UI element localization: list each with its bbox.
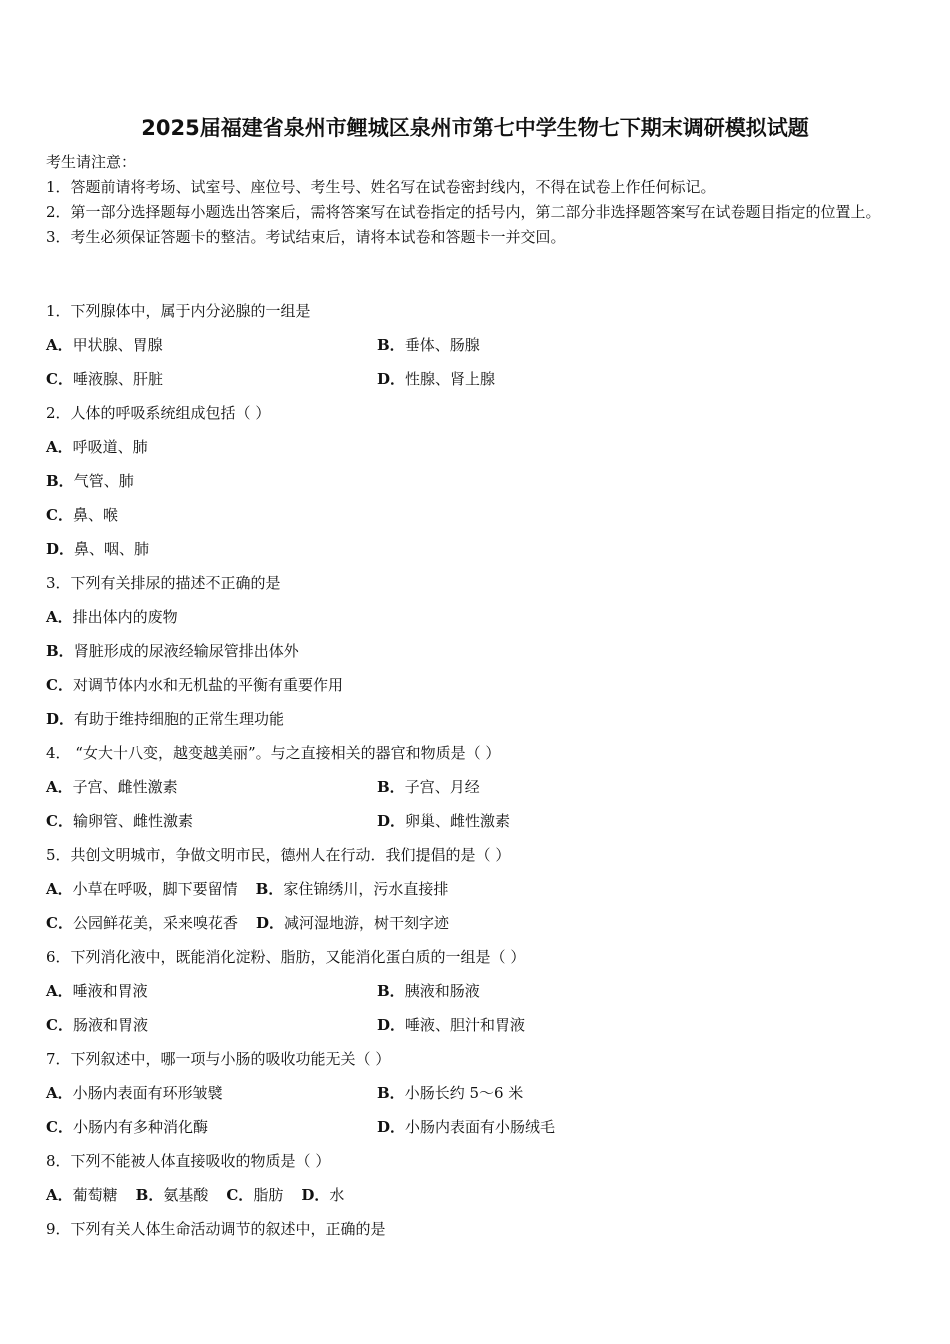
option-b bbox=[377, 335, 480, 355]
option-label: D． bbox=[46, 710, 75, 728]
option-c bbox=[46, 675, 343, 695]
notice-heading: 考生请注意： bbox=[46, 153, 137, 171]
question-stem: 8．下列不能被人体直接吸收的物质是（ ） bbox=[46, 1152, 331, 1170]
question-stem: 4． “女大十八变，越变越美丽”。与之直接相关的器官和物质是（ ） bbox=[46, 744, 501, 762]
option-text: 气管、肺 bbox=[73, 472, 134, 490]
option-d bbox=[46, 709, 284, 729]
question-stem: 6．下列消化液中，既能消化淀粉、脂肪，又能消化蛋白质的一组是（ ） bbox=[46, 948, 526, 966]
notice-section bbox=[46, 150, 906, 250]
question-stem: 2．人体的呼吸系统组成包括（ ） bbox=[46, 404, 271, 422]
option-text: 唾液腺、肝脏 bbox=[72, 370, 163, 388]
option-a bbox=[46, 437, 148, 457]
option-label: C． bbox=[46, 370, 73, 388]
option-text: 对调节体内水和无机盐的平衡有重要作用 bbox=[72, 676, 343, 694]
option-label: C． bbox=[46, 676, 73, 694]
option-text: 水 bbox=[329, 1186, 345, 1204]
option-b bbox=[377, 981, 480, 1001]
option-text: 减河湿地游，树干刻字迹 bbox=[283, 914, 449, 932]
option-d bbox=[377, 369, 495, 389]
option-text: 小肠内表面有小肠绒毛 bbox=[405, 1118, 556, 1136]
option-text: 有助于维持细胞的正常生理功能 bbox=[74, 710, 285, 728]
notice-item: 2．第一部分选择题每小题选出答案后，需将答案写在试卷指定的括号内，第二部分非选择题答案写在试卷题目指定的位置上。 bbox=[46, 203, 881, 221]
option-label: B． bbox=[46, 472, 74, 490]
option-label: B． bbox=[135, 1186, 164, 1204]
option-a bbox=[46, 981, 148, 1001]
option-text: 小肠内表面有环形皱襞 bbox=[72, 1084, 223, 1102]
option-text: 小肠长约 5～6 米 bbox=[404, 1084, 524, 1102]
option-a bbox=[46, 607, 178, 627]
option-text: 鼻、喉 bbox=[72, 506, 118, 524]
option-b bbox=[377, 777, 480, 797]
option-label: D． bbox=[377, 1118, 406, 1136]
option-text: 肠液和胃液 bbox=[72, 1016, 148, 1034]
option-label: C． bbox=[226, 1186, 254, 1204]
option-label: C． bbox=[46, 914, 73, 932]
option-label: D． bbox=[46, 540, 75, 558]
option-label: B． bbox=[46, 642, 74, 660]
option-label: C． bbox=[46, 1118, 73, 1136]
option-label: D． bbox=[301, 1186, 330, 1204]
option-label: C． bbox=[46, 506, 73, 524]
option-label: A． bbox=[46, 778, 73, 796]
option-text: 输卵管、雌性激素 bbox=[72, 812, 193, 830]
option-b bbox=[46, 641, 299, 661]
option-text: 性腺、肾上腺 bbox=[405, 370, 496, 388]
option-label: B． bbox=[377, 1084, 405, 1102]
option-text: 小草在呼吸，脚下要留情 bbox=[72, 880, 238, 898]
option-a bbox=[46, 1083, 223, 1103]
option-text: 肾脏形成的尿液经输尿管排出体外 bbox=[73, 642, 299, 660]
option-text: 脂肪 bbox=[253, 1186, 284, 1204]
notice-item: 1．答题前请将考场、试室号、座位号、考生号、姓名写在试卷密封线内，不得在试卷上作任何标记。 bbox=[46, 178, 716, 196]
option-text: 垂体、肠腺 bbox=[404, 336, 480, 354]
option-label: D． bbox=[377, 812, 406, 830]
option-a bbox=[46, 335, 163, 355]
option-d bbox=[377, 1015, 525, 1035]
option-label: A． bbox=[46, 880, 73, 898]
option-label: B． bbox=[377, 982, 405, 1000]
option-label: A． bbox=[46, 608, 73, 626]
option-text: 唾液、胆汁和胃液 bbox=[405, 1016, 526, 1034]
option-label: B． bbox=[255, 880, 284, 898]
question-stem: 9．下列有关人体生命活动调节的叙述中，正确的是 bbox=[46, 1220, 386, 1238]
question-stem: 5．共创文明城市，争做文明市民，德州人在行动．我们提倡的是（ ） bbox=[46, 846, 511, 864]
option-d bbox=[377, 811, 510, 831]
page-title: 2025届福建省泉州市鲤城区泉州市第七中学生物七下期末调研模拟试题 bbox=[141, 116, 809, 140]
option-label: A． bbox=[46, 438, 73, 456]
option-text: 葡萄糖 bbox=[72, 1186, 118, 1204]
option-text: 卵巢、雌性激素 bbox=[405, 812, 511, 830]
option-label: D． bbox=[377, 1016, 406, 1034]
option-text: 子宫、雌性激素 bbox=[72, 778, 178, 796]
option-label: B． bbox=[377, 778, 405, 796]
option-label: D． bbox=[255, 914, 284, 932]
option-d bbox=[46, 539, 149, 559]
option-a bbox=[46, 777, 178, 797]
question-stem: 1．下列腺体中，属于内分泌腺的一组是 bbox=[46, 302, 311, 320]
question-stem: 7．下列叙述中，哪一项与小肠的吸收功能无关（ ） bbox=[46, 1050, 391, 1068]
option-b bbox=[377, 1083, 523, 1103]
option-row-cd bbox=[46, 913, 449, 933]
option-label: A． bbox=[46, 982, 73, 1000]
option-row-ab bbox=[46, 879, 448, 899]
option-text: 甲状腺、胃腺 bbox=[72, 336, 163, 354]
option-text: 氨基酸 bbox=[163, 1186, 209, 1204]
option-label: A． bbox=[46, 1186, 73, 1204]
option-text: 胰液和肠液 bbox=[404, 982, 480, 1000]
option-label: B． bbox=[377, 336, 405, 354]
option-c bbox=[46, 811, 193, 831]
option-text: 子宫、月经 bbox=[404, 778, 480, 796]
option-label: A． bbox=[46, 1084, 73, 1102]
option-c bbox=[46, 1015, 148, 1035]
option-text: 鼻、咽、肺 bbox=[74, 540, 150, 558]
option-text: 唾液和胃液 bbox=[72, 982, 148, 1000]
option-text: 公园鲜花美，采来嗅花香 bbox=[72, 914, 238, 932]
question-stem: 3．下列有关排尿的描述不正确的是 bbox=[46, 574, 281, 592]
option-text: 排出体内的废物 bbox=[72, 608, 178, 626]
option-text: 家住锦绣川，污水直接排 bbox=[283, 880, 449, 898]
option-b bbox=[46, 471, 134, 491]
option-text: 小肠内有多种消化酶 bbox=[72, 1118, 208, 1136]
option-text: 呼吸道、肺 bbox=[72, 438, 148, 456]
option-d bbox=[377, 1117, 555, 1137]
option-label: C． bbox=[46, 812, 73, 830]
option-row-abcd bbox=[46, 1185, 344, 1205]
option-label: A． bbox=[46, 336, 73, 354]
option-c bbox=[46, 1117, 208, 1137]
notice-item: 3．考生必须保证答题卡的整洁。考试结束后，请将本试卷和答题卡一并交回。 bbox=[46, 228, 566, 246]
option-label: C． bbox=[46, 1016, 73, 1034]
option-c bbox=[46, 369, 163, 389]
option-c bbox=[46, 505, 118, 525]
option-label: D． bbox=[377, 370, 406, 388]
